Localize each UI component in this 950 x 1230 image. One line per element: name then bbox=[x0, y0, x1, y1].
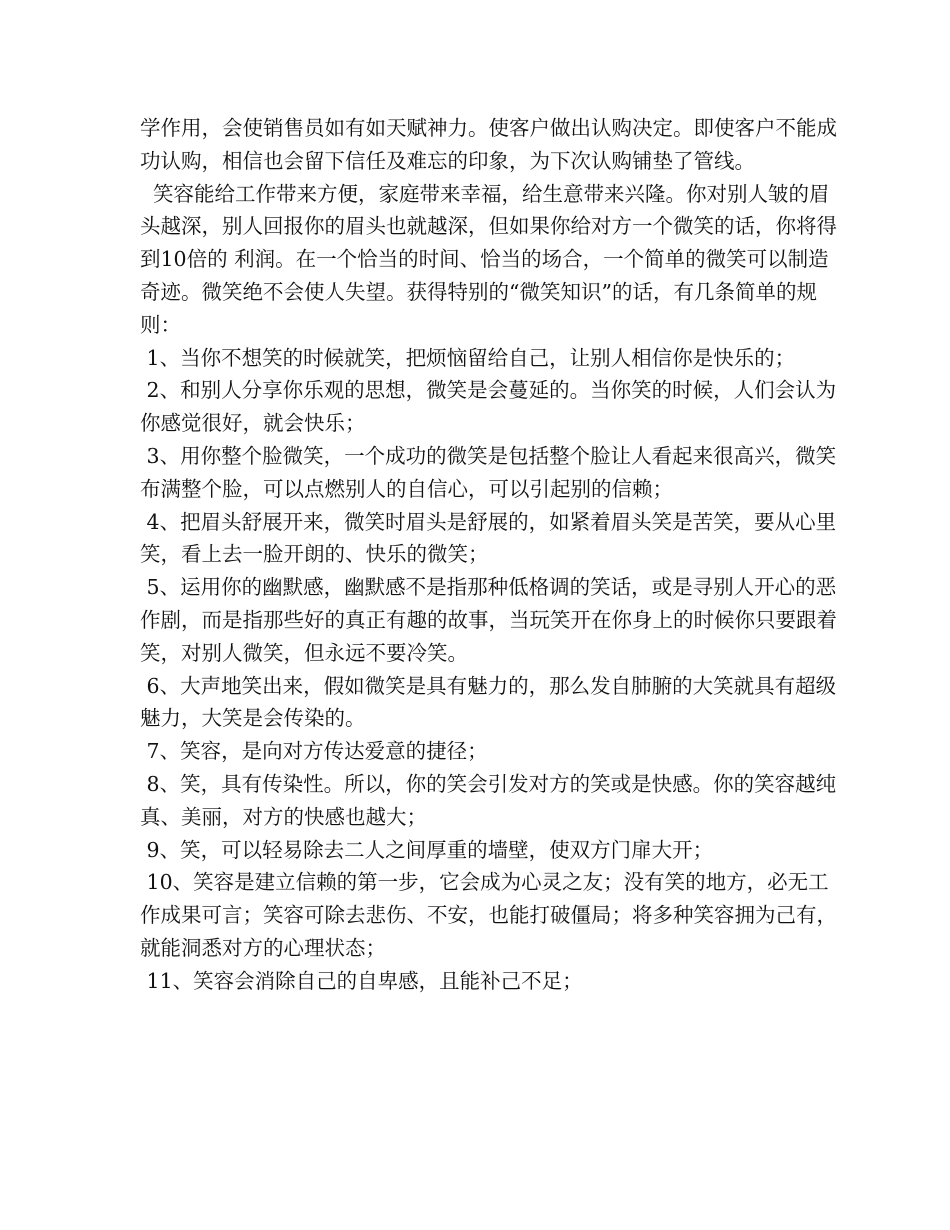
rule-item-10: 10、笑容是建立信赖的第一步，它会成为心灵之友；没有笑的地方，必无工作成果可言；笑容可除去悲伤、不安，也能打破僵局；将多种笑容拥为己有，就能洞悉对方的心理状态； bbox=[140, 870, 837, 960]
rule-item-3: 3、用你整个脸微笑，一个成功的微笑是包括整个脸让人看起来很高兴，微笑布满整个脸，可以点燃别人的自信心，可以引起别的信赖； bbox=[140, 443, 837, 501]
rule-item-9: 9、笑，可以轻易除去二人之间厚重的墙壁，使双方门扉大开； bbox=[140, 837, 714, 862]
paragraph-intro-continued: 学作用，会使销售员如有如天赋神力。使客户做出认购决定。即使客户不能成功认购，相信也会留下信任及难忘的印象，为下次认购铺垫了管线。 bbox=[140, 116, 837, 173]
rule-item-4: 4、把眉头舒展开来，微笑时眉头是舒展的，如紧着眉头笑是苦笑，要从心里笑，看上去一脸开朗的、快乐的微笑； bbox=[140, 509, 837, 567]
rule-item-1: 1、当你不想笑的时候就笑，把烦恼留给自己，让别人相信你是快乐的； bbox=[140, 345, 796, 370]
rule-item-2: 2、和别人分享你乐观的思想，微笑是会蔓延的。当你笑的时候，人们会认为你感觉很好，就会快乐； bbox=[140, 378, 837, 436]
rule-item-7: 7、笑容，是向对方传达爱意的捷径； bbox=[140, 739, 488, 764]
rule-item-8: 8、笑，具有传染性。所以，你的笑会引发对方的笑或是快感。你的笑容越纯真、美丽，对方的快感也越大； bbox=[140, 771, 837, 829]
rule-item-11: 11、笑容会消除自己的自卑感，且能补己不足； bbox=[140, 968, 583, 993]
rule-item-6: 6、大声地笑出来，假如微笑是具有魅力的，那么发自肺腑的大笑就具有超级魅力，大笑是会传染的。 bbox=[140, 673, 837, 731]
document-body bbox=[140, 112, 840, 998]
paragraph-smile-benefits: 笑容能给工作带来方便，家庭带来幸福，给生意带来兴隆。你对别人皱的眉头越深，别人回报你的眉头也就越深，但如果你给对方一个微笑的话，你将得到10倍的 利润。在一个恰当的时间、恰当的场合，一个简单的微笑可以制造奇迹。微笑绝不会使人失望。获得特别的“微笑知识”的话，有几条简单的规则： bbox=[140, 181, 837, 337]
rule-item-5: 5、运用你的幽默感，幽默感不是指那种低格调的笑话，或是寻别人开心的恶作剧，而是指那些好的真正有趣的故事，当玩笑开在你身上的时候你只要跟着笑，对别人微笑，但永远不要冷笑。 bbox=[140, 575, 837, 665]
